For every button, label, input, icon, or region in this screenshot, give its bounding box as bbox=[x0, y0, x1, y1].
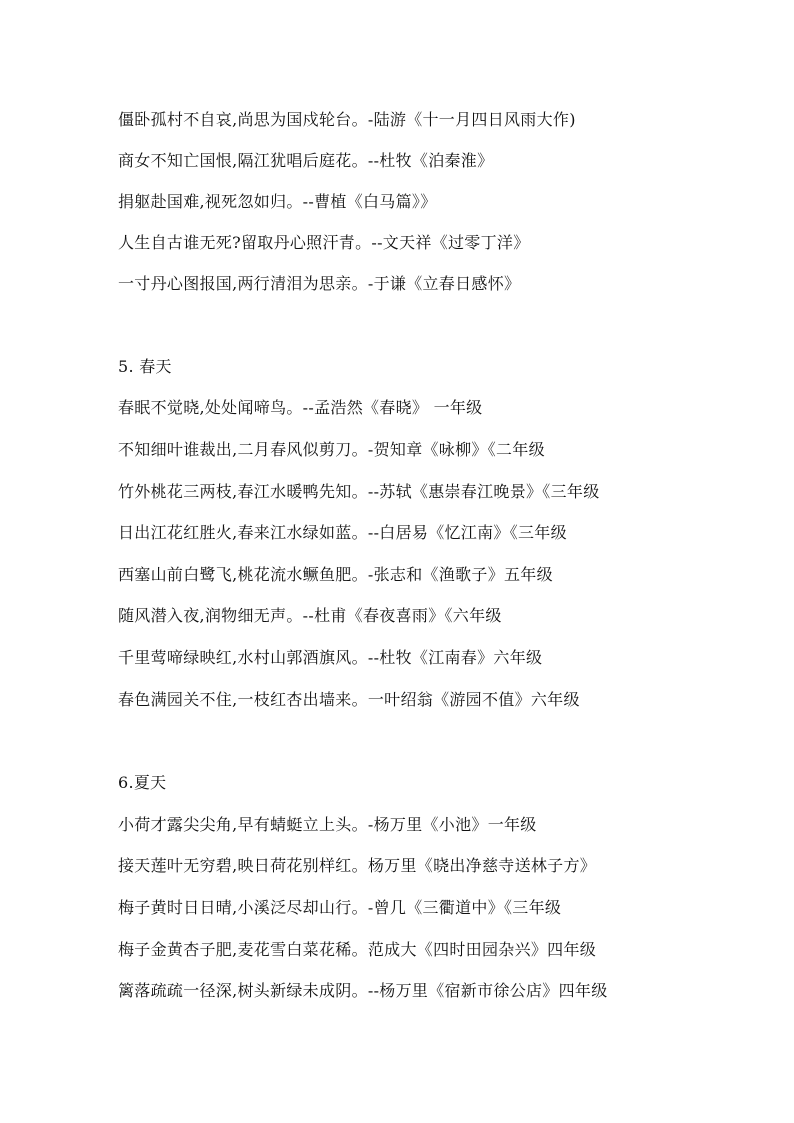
poem-line: 捐躯赴国难,视死忽如归。--曹植《白马篇》》 bbox=[118, 192, 437, 211]
poem-line: 人生自古谁无死?留取丹心照汗青。--文天祥《过零丁洋》 bbox=[118, 233, 530, 252]
poem-line: 西塞山前白鹭飞,桃花流水鳜鱼肥。-张志和《渔歌子》五年级 bbox=[118, 565, 553, 584]
poem-line: 千里莺啼绿映红,水村山郭酒旗风。--杜牧《江南春》六年级 bbox=[118, 648, 543, 667]
poem-line: 日出江花红胜火,春来江水绿如蓝。--白居易《忆江南》《三年级 bbox=[118, 523, 567, 542]
section-heading-spring: 5. 春天 bbox=[118, 357, 172, 376]
poem-line: 篱落疏疏一径深,树头新绿未成阴。--杨万里《宿新市徐公店》四年级 bbox=[118, 981, 608, 1000]
poem-line: 接天莲叶无穷碧,映日荷花别样红。杨万里《晓出净慈寺送林子方》 bbox=[118, 856, 597, 875]
poem-line: 梅子黄时日日晴,小溪泛尽却山行。-曾几《三衢道中》《三年级 bbox=[118, 898, 562, 917]
poem-line: 商女不知亡国恨,隔江犹唱后庭花。--杜牧《泊秦淮》 bbox=[118, 151, 494, 170]
poem-line: 一寸丹心图报国,两行清泪为思亲。-于谦《立春日感怀》 bbox=[118, 274, 521, 293]
poem-line: 随风潜入夜,润物细无声。--杜甫《春夜喜雨》《六年级 bbox=[118, 606, 502, 625]
poem-line: 梅子金黄杏子肥,麦花雪白菜花稀。范成大《四时田园杂兴》四年级 bbox=[118, 940, 597, 959]
poem-line: 僵卧孤村不自哀,尚思为国戍轮台。-陆游《十一月四日风雨大作) bbox=[118, 110, 576, 129]
poem-line: 不知细叶谁裁出,二月春风似剪刀。-贺知章《咏柳》《二年级 bbox=[118, 440, 545, 459]
poem-line: 春眠不觉晓,处处闻啼鸟。--孟浩然《春晓》 一年级 bbox=[118, 398, 483, 417]
poem-line: 春色满园关不住,一枝红杏出墙来。一叶绍翁《游园不值》六年级 bbox=[118, 690, 580, 709]
section-heading-summer: 6.夏天 bbox=[118, 773, 167, 792]
poem-line: 小荷才露尖尖角,早有蜻蜓立上头。-杨万里《小池》一年级 bbox=[118, 815, 537, 834]
poem-line: 竹外桃花三两枝,春江水暖鸭先知。--苏轼《惠崇春江晚景》《三年级 bbox=[118, 482, 600, 501]
